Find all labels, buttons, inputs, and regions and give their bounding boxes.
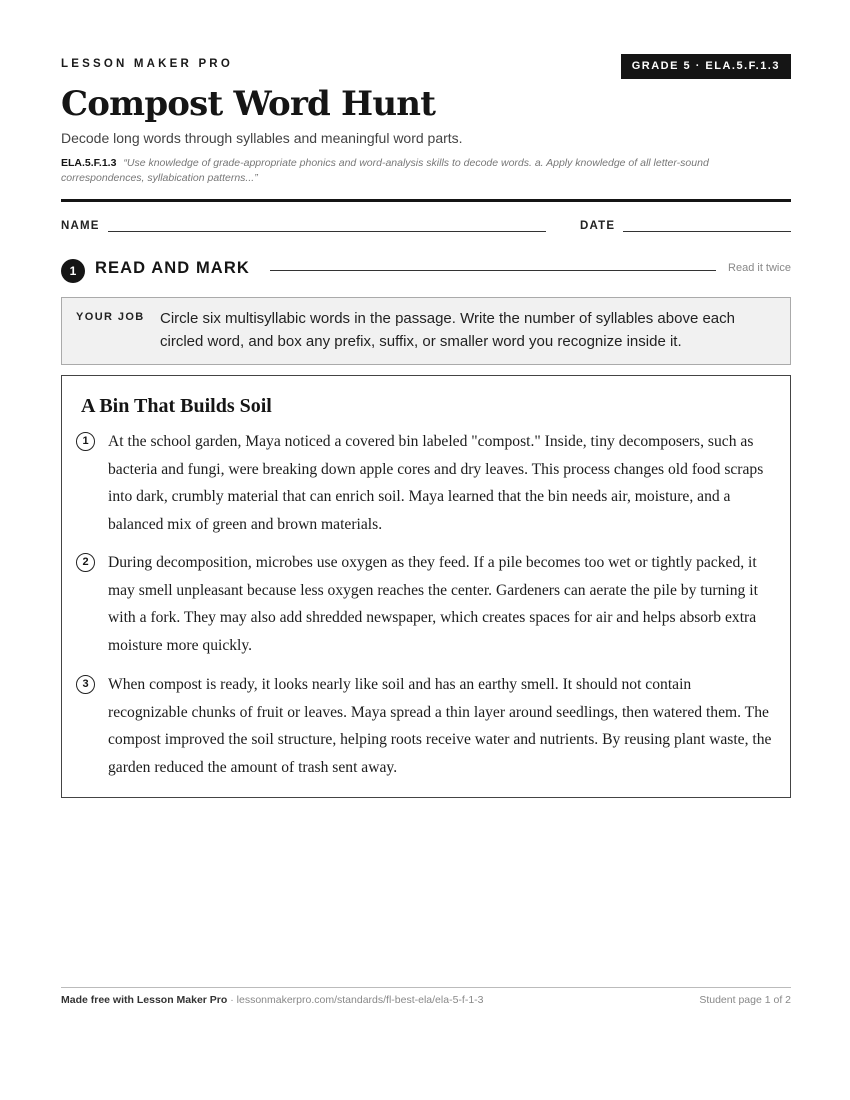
passage-paragraph: At the school garden, Maya noticed a covered bin labeled "compost." Inside, tiny decomposers, such as bacteria and fungi, were breaking down apple cores and dry leaves. This process changes old food scraps into dark, crumbly material that can enrich soil. Maya learned that the bin needs air, moisture, and a balanced mix of green and brown materials.: [108, 433, 764, 533]
instructions-box: [61, 297, 791, 365]
passage-paragraph: When compost is ready, it looks nearly like soil and has an earthy smell. It should not contain recognizable chunks of fruit or leaves. Maya spread a thin layer around seedlings, then watered them. The compost improved the soil structure, helping roots receive water and nutrients. By reusing plant waste, the garden reduced the amount of trash sent away.: [108, 676, 772, 776]
footer-page-number: Student page 1 of 2: [699, 994, 791, 1006]
paragraph-number: 1: [76, 432, 95, 451]
grade-badge: GRADE 5 · ELA.5.F.1.3: [621, 54, 791, 79]
footer-credit: [61, 994, 484, 1006]
reading-passage: [61, 375, 791, 798]
passage-title: A Bin That Builds Soil: [81, 395, 272, 417]
standard-quote: “Use knowledge of grade-appropriate phonics and word-analysis skills to decode words. a. Apply knowledge of all letter-sound correspondences, syllabication patterns...”: [61, 157, 709, 184]
footer-made-with: Made free with Lesson Maker Pro: [61, 994, 228, 1006]
instructions-text: Circle six multisyllabic words in the passage. Write the number of syllables above each circled word, and box any prefix, suffix, or smaller word you recognize inside it.: [160, 310, 735, 350]
header-divider: [61, 199, 791, 202]
passage-paragraph: During decomposition, microbes use oxygen as they feed. If a pile becomes too wet or tightly packed, it may smell unpleasant because less oxygen reaches the center. Gardeners can aerate the pile by turning it with a fork. They may also add shredded newspaper, which creates spaces for air and helps absorb extra moisture more quickly.: [108, 554, 758, 654]
name-line[interactable]: [108, 231, 546, 232]
footer-url[interactable]: · lessonmakerpro.com/standards/fl-best-ela/ela-5-f-1-3: [227, 994, 484, 1006]
page-subtitle: Decode long words through syllables and meaningful word parts.: [61, 130, 463, 146]
page-title: Compost Word Hunt: [61, 84, 436, 124]
section-note: Read it twice: [728, 262, 791, 274]
date-line[interactable]: [623, 231, 791, 232]
footer-divider: [61, 987, 791, 988]
section-number-badge: 1: [61, 259, 85, 283]
brand-name: LESSON MAKER PRO: [61, 58, 233, 70]
name-label: NAME: [61, 220, 100, 232]
instructions-label: YOUR JOB: [76, 311, 145, 323]
section-divider: [270, 270, 716, 271]
section-title: READ AND MARK: [95, 259, 250, 277]
standard-description: [61, 156, 786, 186]
date-label: DATE: [580, 220, 616, 232]
paragraph-number: 3: [76, 675, 95, 694]
standard-code: ELA.5.F.1.3: [61, 157, 117, 169]
paragraph-number: 2: [76, 553, 95, 572]
